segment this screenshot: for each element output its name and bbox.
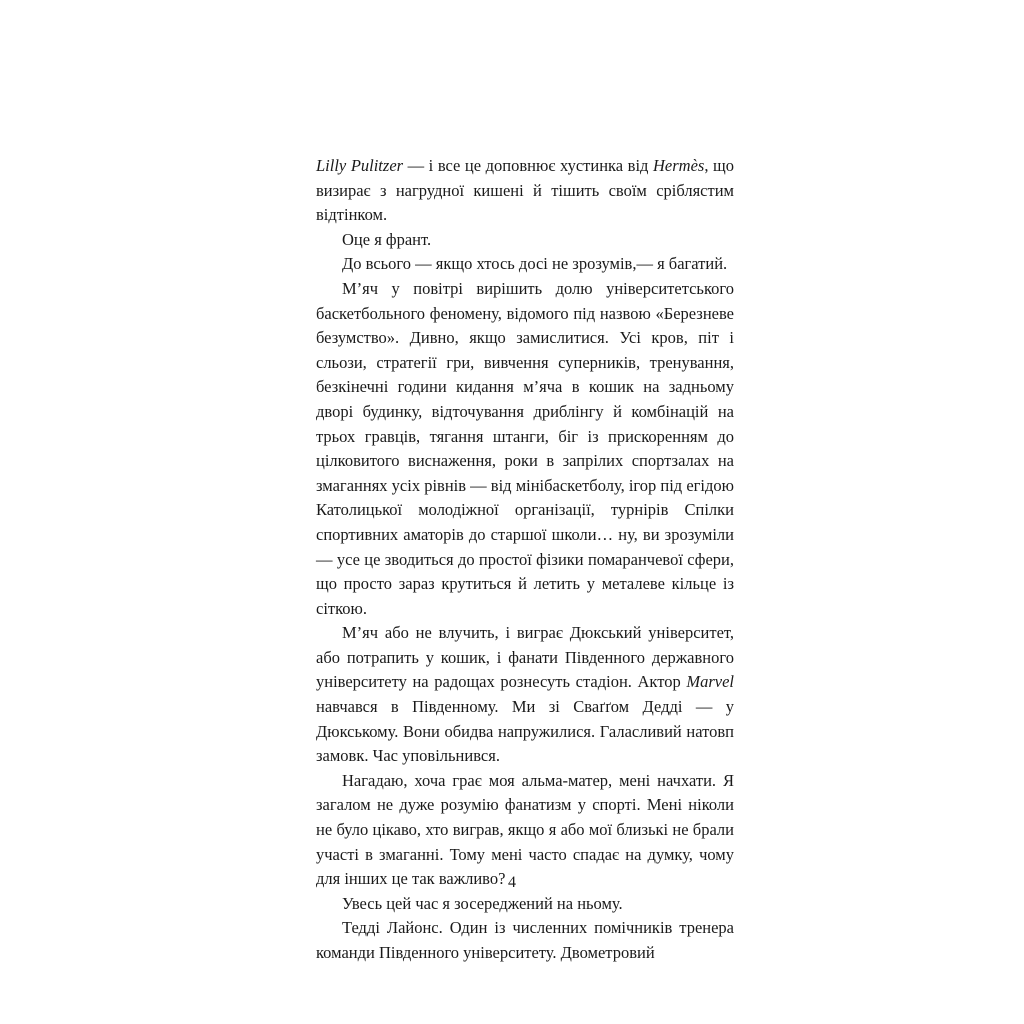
text-run: М’яч або не влучить, і виграє Дюкський університет, або потрапить у кошик, і фанати Південного державного університету на радощах рознесуть стадіон. Актор	[316, 623, 734, 692]
paragraph	[316, 252, 734, 277]
page-number: 4	[508, 874, 516, 891]
text-run: Оце я франт.	[342, 229, 432, 249]
text-run: Нагадаю, хоча грає моя альма-матер, мені начхати. Я загалом не дуже розумію фанатизм у спорті. Мені ніколи не було цікаво, хто виграв, якщо я або мої близькі не брали участі в змаганні. Тому мені часто спадає на думку, чому для інших це так важливо?	[316, 770, 734, 889]
text-run: , що визирає з нагрудної кишені й тішить своїм сріблястим відтінком.	[316, 156, 734, 225]
text-run: навчався в Південному. Ми зі Сваґґом Дедді — у Дюкському. Вони обидва напружилися. Галасливий натовп замовк. Час уповільнився.	[316, 697, 734, 766]
paragraph	[316, 228, 734, 253]
text-run: М’яч у повітрі вирішить долю університетського баскетбольного феномену, відомого під назвою «Березневе безумство». Дивно, якщо замислитися. Усі кров, піт і сльози, стратегії гри, вивчення суперників, тренування, безкінечні години кидання м’яча в кошик на задньому дворі будинку, відточування дриблінгу й комбінацій на трьох гравців, тягання штанги, біг із прискоренням до цілковитого виснаження, роки в запрілих спортзалах на змаганнях усіх рівнів — від мінібаскетболу, ігор під егідою Католицької молодіжної організації, турнірів Спілки спортивних аматорів до старшої школи… ну, ви зрозуміли — усе це зводиться до простої фізики помаранчевої сфери, що просто зараз крутиться й летить у металеве кільце із сіткою.	[316, 278, 734, 618]
brand-name: Lilly Pulitzer	[316, 156, 404, 175]
brand-name: Hermès	[653, 156, 705, 175]
text-run: Тедді Лайонс. Один із численних помічників тренера команди Південного університету. Двометровий	[316, 918, 734, 962]
paragraph	[316, 154, 734, 228]
text-run: — і все це доповнює хустинка від	[403, 156, 654, 175]
brand-name: Marvel	[686, 672, 734, 692]
text-run: Увесь цей час я зосереджений на ньому.	[342, 893, 623, 913]
paragraph	[316, 621, 734, 769]
paragraph	[316, 892, 734, 917]
text-run: До всього — якщо хтось досі не зрозумів,— я багатий.	[342, 254, 728, 274]
paragraph	[316, 277, 734, 621]
book-page-text	[316, 154, 734, 966]
paragraph	[316, 916, 734, 965]
